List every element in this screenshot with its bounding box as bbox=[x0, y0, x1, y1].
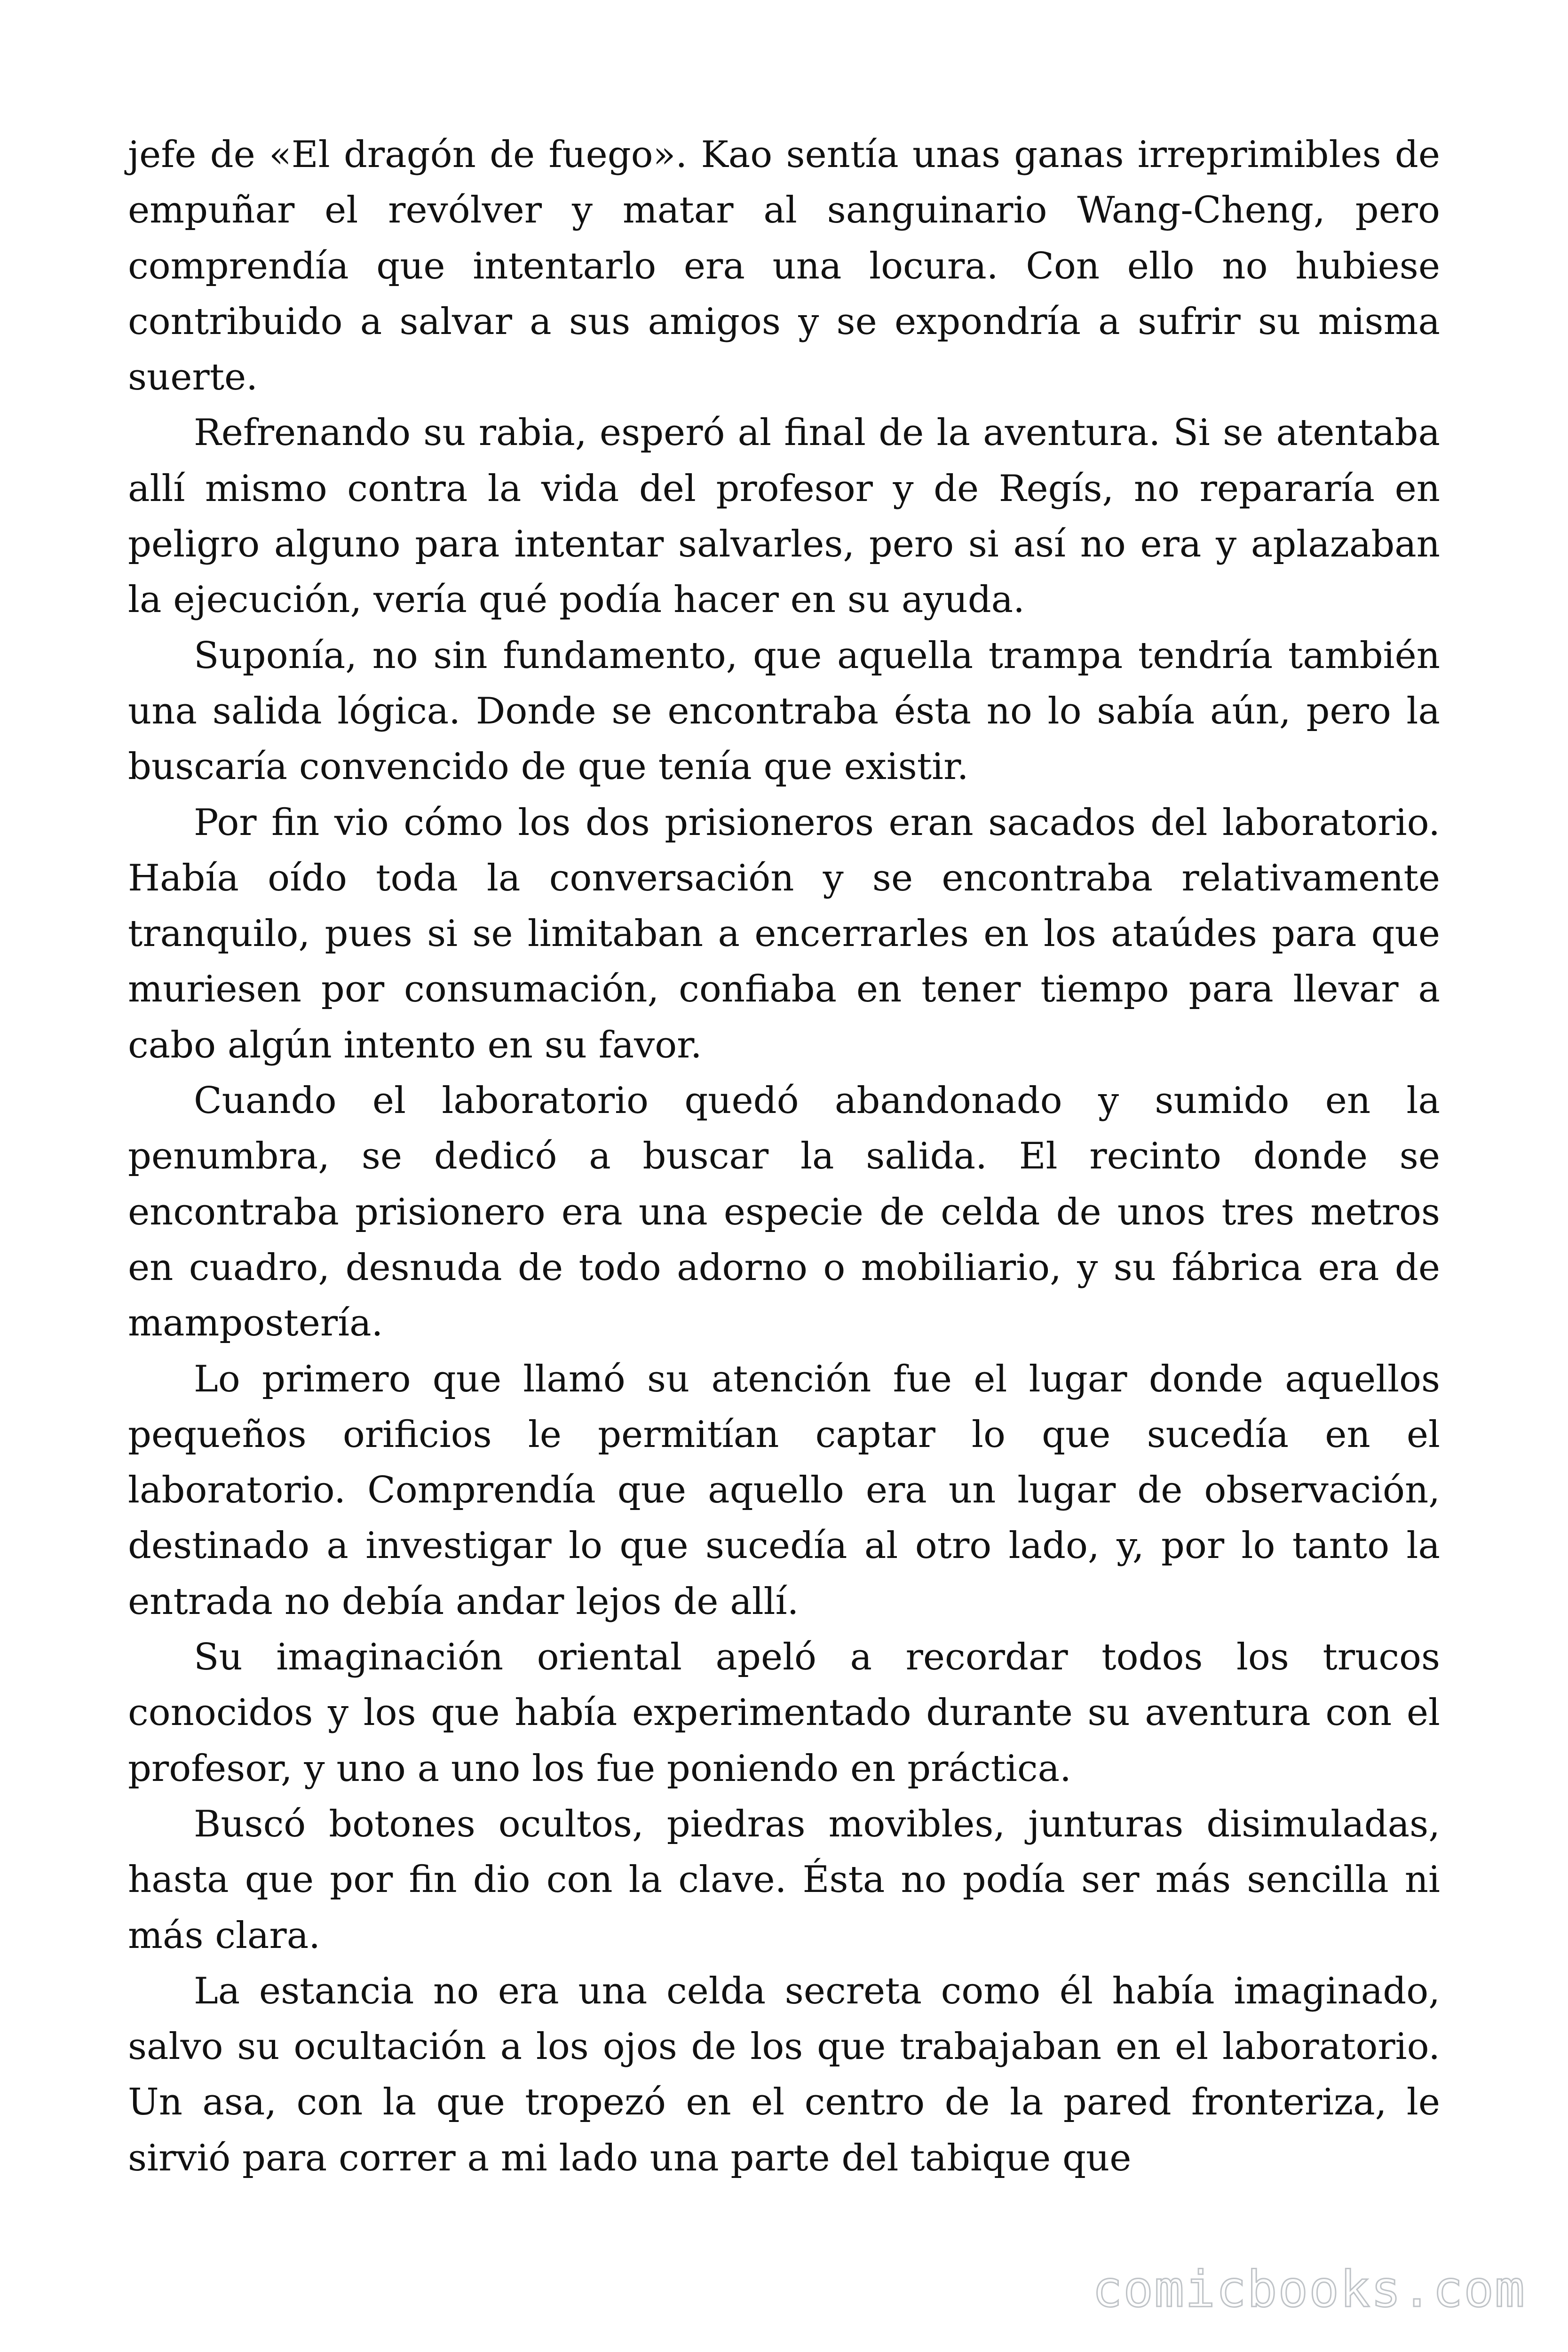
paragraph-6: Lo primero que llamó su atención fue el lugar donde aquellos pequeños orificios le permitían captar lo que sucedía en el laboratorio. Comprendía que aquello era un lugar de observación, destinado a investigar lo que sucedía al otro lado, y, por lo tanto la entrada no debía andar lejos de allí. bbox=[128, 1358, 1440, 1623]
paragraph-9: La estancia no era una celda secreta como él había imaginado, salvo su ocultación a los ojos de los que trabajaban en el laboratorio. Un asa, con la que tropezó en el centro de la pared fronteriza, le sirvió para correr a mi lado una parte del tabique que bbox=[128, 1970, 1440, 2179]
paragraph-5: Cuando el laboratorio quedó abandonado y sumido en la penumbra, se dedicó a buscar la salida. El recinto donde se encontraba prisionero era una especie de celda de unos tres metros en cuadro, desnuda de todo adorno o mobiliario, y su fábrica era de mampostería. bbox=[128, 1080, 1440, 1345]
paragraph-7: Su imaginación oriental apeló a recordar todos los trucos conocidos y los que había experimentado durante su aventura con el profesor, y uno a uno los fue poniendo en práctica. bbox=[128, 1636, 1440, 1790]
paragraph-2: Refrenando su rabia, esperó al final de la aventura. Si se atentaba allí mismo contra la vida del profesor y de Regís, no repararía en peligro alguno para intentar salvarles, pero si así no era y aplazaban la ejecución, vería qué podía hacer en su ayuda. bbox=[128, 412, 1440, 621]
watermark: comicbooks.com bbox=[1092, 2260, 1526, 2318]
paragraph-3: Suponía, no sin fundamento, que aquella trampa tendría también una salida lógica. Donde se encontraba ésta no lo sabía aún, pero la buscaría convencido de que tenía que existir. bbox=[128, 634, 1440, 788]
page-text-body bbox=[128, 127, 1440, 2186]
paragraph-8: Buscó botones ocultos, piedras movibles, junturas disimuladas, hasta que por fin dio con la clave. Ésta no podía ser más sencilla ni más clara. bbox=[128, 1803, 1440, 1957]
paragraph-1-continuation: jefe de «El dragón de fuego». Kao sentía unas ganas irreprimibles de empuñar el revólver y matar al sanguinario Wang-Cheng, pero comprendía que intentarlo era una locura. Con ello no hubiese contribuido a salvar a sus amigos y se expondría a sufrir su misma suerte. bbox=[128, 134, 1440, 399]
paragraph-4: Por fin vio cómo los dos prisioneros eran sacados del laboratorio. Había oído toda la conversación y se encontraba relativamente tranquilo, pues si se limitaban a encerrarles en los ataúdes para que muriesen por consumación, confiaba en tener tiempo para llevar a cabo algún intento en su favor. bbox=[128, 801, 1440, 1066]
